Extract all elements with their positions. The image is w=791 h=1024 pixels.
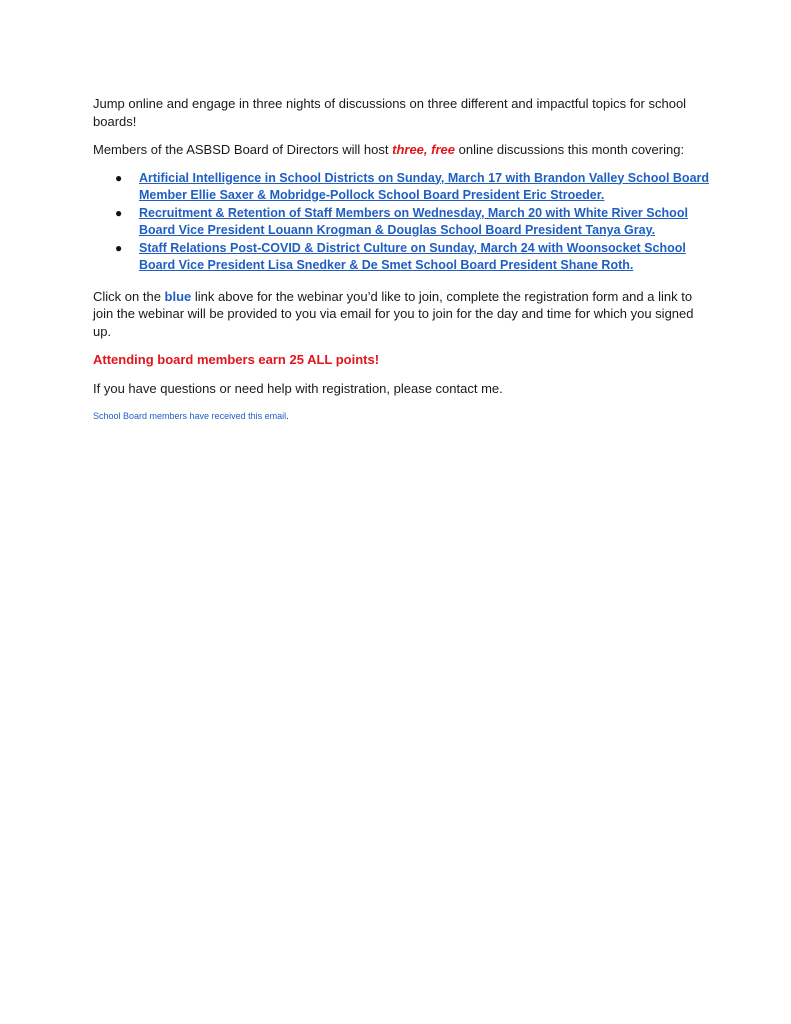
footer-punct: . [286, 411, 289, 421]
hosts-paragraph [93, 141, 713, 159]
intro-paragraph: Jump online and engage in three nights of discussions on three different and impactful topics for school boards! [93, 96, 687, 129]
bullet-icon: ● [115, 170, 123, 185]
list-item [115, 170, 713, 205]
points-note: Attending board members earn 25 ALL points! [93, 352, 380, 367]
footer-link[interactable]: School Board members have received this email [93, 411, 287, 421]
webinar-list [93, 170, 713, 275]
instructions-text-after: link above for the webinar you’d like to join, complete the registration form and a link to join the webinar will be provided to you via email for you to join for the day and time for which you signed up. [93, 288, 694, 339]
contact-paragraph: If you have questions or need help with registration, please contact me. [93, 380, 503, 396]
webinar-link-recruitment[interactable]: Recruitment & Retention of Staff Members on Wednesday, March 20 with White River School Board Vice President Louann Krogman & Douglas School Board President Tanya Gray. [139, 205, 688, 237]
footer-note [93, 410, 713, 422]
email-body [93, 95, 713, 422]
webinar-link-staff-relations[interactable]: Staff Relations Post-COVID & District Culture on Sunday, March 24 with Woonsocket School Board Vice President Lisa Snedker & De Smet School Board President Shane Roth. [139, 240, 686, 272]
instructions-blue-word: blue [164, 288, 192, 304]
hosts-text-after: online discussions this month covering: [455, 142, 685, 157]
bullet-icon: ● [115, 240, 123, 255]
instructions-text-before: Click on the [93, 288, 165, 304]
list-item [115, 240, 713, 275]
hosts-emphasis: three, free [392, 142, 455, 157]
webinar-link-ai[interactable]: Artificial Intelligence in School Districts on Sunday, March 17 with Brandon Valley School Board Member Ellie Saxer & Mobridge-Pollock School Board President Eric Stroeder. [139, 170, 710, 202]
hosts-text-before: Members of the ASBSD Board of Directors will host [93, 142, 393, 157]
instructions-paragraph [93, 288, 713, 341]
bullet-icon: ● [115, 205, 123, 220]
list-item [115, 205, 713, 240]
